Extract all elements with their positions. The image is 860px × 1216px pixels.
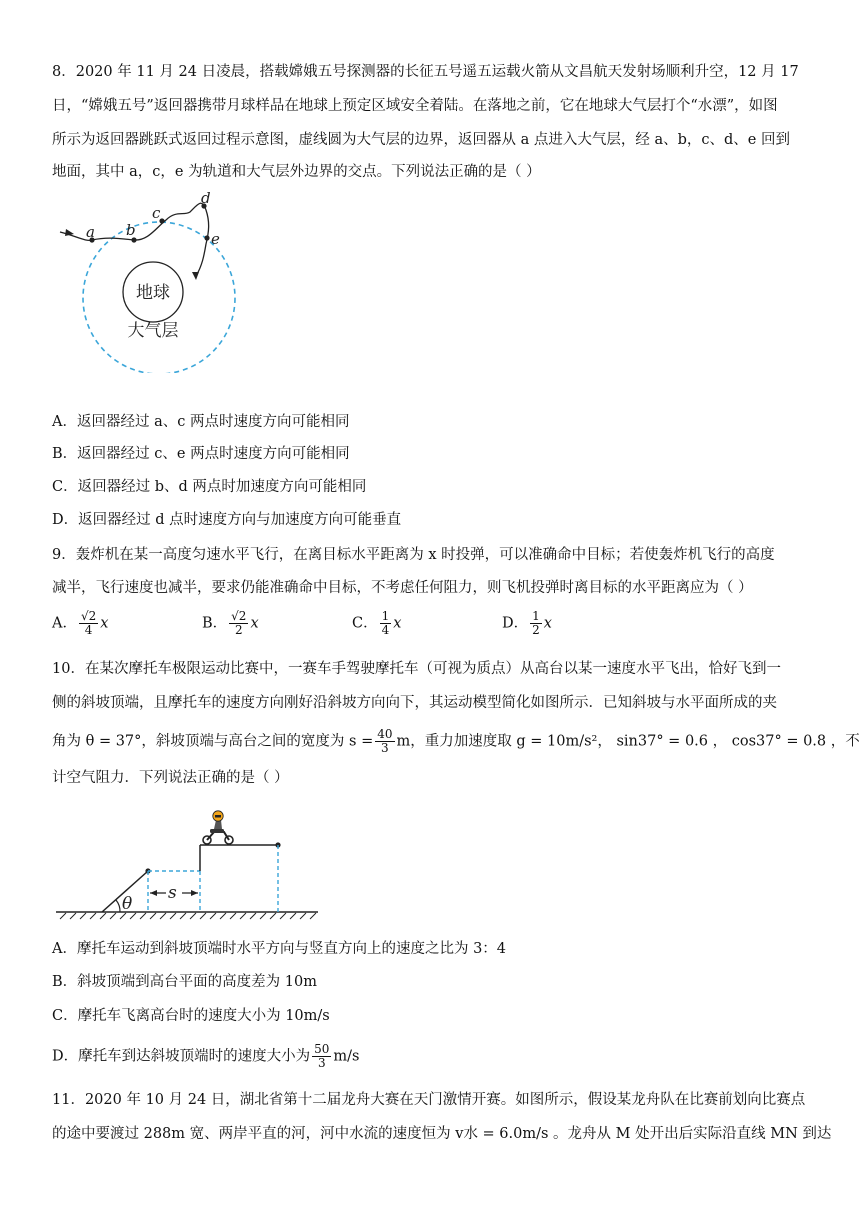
q10-option-c: C．摩托车飞离高台时的速度大小为 10m/s bbox=[52, 1008, 330, 1024]
atmosphere-label: 大气层 bbox=[127, 321, 179, 341]
label-e: e bbox=[211, 230, 220, 248]
q9-option-a-var: x bbox=[100, 615, 109, 632]
entry-arrow bbox=[65, 229, 74, 236]
fraction-numerator: 50 bbox=[314, 1042, 330, 1056]
q9-option-b bbox=[202, 610, 259, 637]
q10-option-d bbox=[52, 1043, 812, 1070]
point-e bbox=[204, 235, 209, 240]
s-label: s bbox=[168, 883, 177, 903]
fraction-numerator: 1 bbox=[381, 609, 390, 623]
q9-line-1: 9．轰炸机在某一高度匀速水平飞行，在离目标水平距离为 x 时投弹，可以准确命中目标；若使轰炸机飞行的高度 bbox=[52, 547, 775, 563]
q8-line-2: 日，“嫦娥五号”返回器携带月球样品在地球上预定区域安全着陆。在落地之前，它在地球大气层打个“水漂”，如图 bbox=[52, 98, 778, 114]
fraction-denominator: 4 bbox=[381, 623, 390, 637]
label-d: d bbox=[201, 189, 211, 207]
q9-option-b-fraction bbox=[229, 610, 248, 637]
q10-line-3-part-a: 角为 θ = 37°，斜坡顶端与高台之间的宽度为 s = bbox=[52, 733, 374, 750]
fraction-denominator: 3 bbox=[317, 1056, 326, 1070]
q8-line-4: 地面，其中 a，c，e 为轨道和大气层外边界的交点。下列说法正确的是（ ） bbox=[52, 164, 541, 180]
q9-option-a-fraction bbox=[79, 610, 98, 637]
q9-option-d-label: D． bbox=[502, 615, 529, 632]
q9-option-c-var: x bbox=[393, 615, 402, 632]
q8-line-3: 所示为返回器跳跃式返回过程示意图，虚线圆为大气层的边界，返回器从 a 点进入大气层，经 a、b，c、d、e 回到 bbox=[52, 132, 790, 148]
q10-option-d-text: D．摩托车到达斜坡顶端时的速度大小为 bbox=[52, 1048, 311, 1065]
label-b: b bbox=[126, 221, 136, 239]
label-a: a bbox=[86, 223, 95, 241]
q9-option-c-fraction bbox=[380, 610, 392, 637]
q10-line-3-part-b: m，重力加速度取 g = 10m/s²， sin37° = 0.6 ， cos37° = 0.8 ，不 bbox=[396, 733, 860, 750]
s-arrow-right bbox=[191, 890, 198, 896]
fraction-numerator: √2 bbox=[80, 609, 97, 623]
fraction-denominator: 3 bbox=[381, 741, 389, 755]
q9-option-b-label: B． bbox=[202, 615, 228, 632]
theta-label: θ bbox=[122, 894, 133, 914]
q9-option-d bbox=[502, 610, 552, 637]
q8-option-a: A．返回器经过 a、c 两点时速度方向可能相同 bbox=[52, 414, 350, 430]
earth-label: 地球 bbox=[136, 283, 170, 303]
q8-line-1: 8．2020 年 11 月 24 日凌晨，搭载嫦娥五号探测器的长征五号遥五运载火箭从文昌航天发射场顺利升空，12 月 17 bbox=[52, 64, 799, 80]
q10-line-2: 侧的斜坡顶端，且摩托车的速度方向刚好沿斜坡方向向下，其运动模型简化如图所示．已知斜坡与水平面所成的夹 bbox=[52, 695, 777, 711]
q10-option-b: B．斜坡顶端到高台平面的高度差为 10m bbox=[52, 974, 317, 990]
q10-line-3 bbox=[52, 727, 860, 755]
fraction-denominator: 2 bbox=[532, 623, 540, 637]
q9-option-d-var: x bbox=[543, 615, 552, 632]
q9-option-a-label: A． bbox=[52, 615, 77, 632]
q10-option-a: A．摩托车运动到斜坡顶端时水平方向与竖直方向上的速度之比为 3：4 bbox=[52, 941, 507, 957]
q9-line-2: 减半，飞行速度也减半，要求仍能准确命中目标，不考虑任何阻力，则飞机投弹时离目标的水平距离应为（ ） bbox=[52, 580, 753, 596]
q9-option-b-var: x bbox=[250, 615, 259, 632]
fraction-denominator: 2 bbox=[234, 623, 243, 637]
q10-option-d-unit: m/s bbox=[333, 1048, 360, 1065]
q10-line-1: 10．在某次摩托车极限运动比赛中，一赛车手驾驶摩托车（可视为质点）从高台以某一速度水平飞出，恰好飞到一 bbox=[52, 661, 781, 677]
q8-trajectory-figure bbox=[56, 188, 246, 373]
fraction-denominator: 4 bbox=[84, 623, 93, 637]
q9-option-d-fraction bbox=[530, 610, 542, 637]
q10-s-fraction bbox=[375, 728, 394, 755]
s-arrow-left bbox=[150, 890, 157, 896]
exit-arrow bbox=[192, 272, 199, 280]
q11-line-1: 11．2020 年 10 月 24 日，湖北省第十二届龙舟大赛在天门激情开赛。如图所示，假设某龙舟队在比赛前划向比赛点 bbox=[52, 1092, 806, 1108]
q9-option-a bbox=[52, 610, 108, 637]
q8-option-b: B．返回器经过 c、e 两点时速度方向可能相同 bbox=[52, 446, 350, 462]
ground-hatching bbox=[60, 913, 316, 919]
fraction-numerator: 40 bbox=[377, 727, 393, 741]
q9-option-c bbox=[352, 610, 401, 637]
fraction-numerator: √2 bbox=[231, 609, 247, 623]
q10-line-4: 计空气阻力．下列说法正确的是（ ） bbox=[52, 770, 289, 786]
theta-arc bbox=[116, 900, 120, 912]
q9-option-c-label: C． bbox=[352, 615, 378, 632]
q8-option-d: D．返回器经过 d 点时速度方向与加速度方向可能垂直 bbox=[52, 512, 402, 528]
q10-motorcycle-figure bbox=[56, 805, 326, 920]
fraction-numerator: 1 bbox=[532, 609, 540, 623]
q11-line-2: 的途中要渡过 288m 宽、两岸平直的河，河中水流的速度恒为 v水 = 6.0m/s 。龙舟从 M 处开出后实际沿直线 MN 到达 bbox=[52, 1126, 832, 1142]
q8-option-c: C．返回器经过 b、d 两点时加速度方向可能相同 bbox=[52, 479, 367, 495]
label-c: c bbox=[152, 204, 161, 222]
motorcycle-icon bbox=[203, 811, 233, 844]
q10-option-d-fraction bbox=[312, 1043, 331, 1070]
